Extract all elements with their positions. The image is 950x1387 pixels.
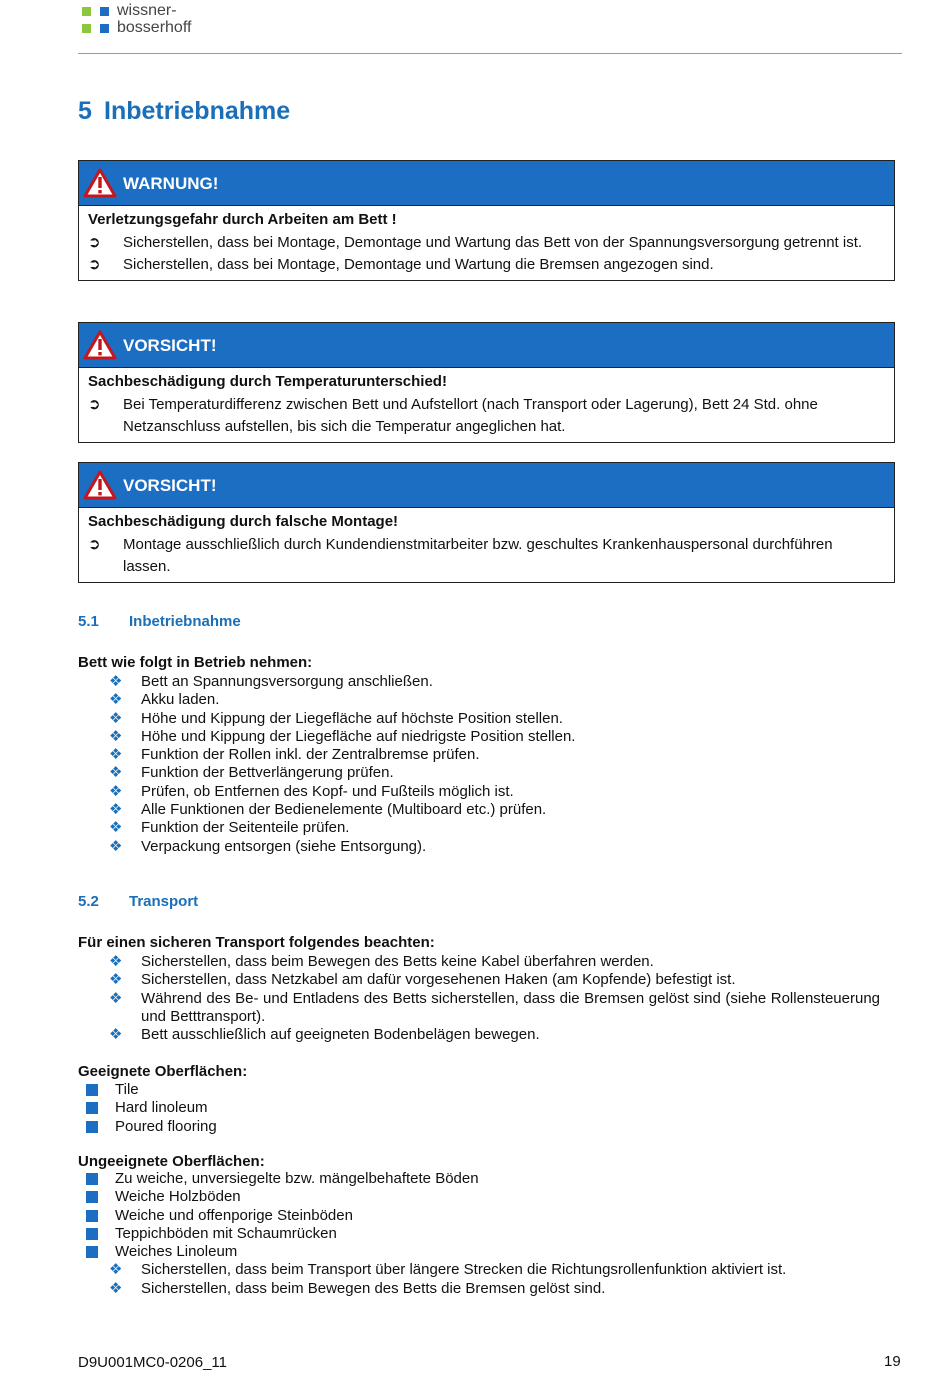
arrow-bullet-icon: ➲ xyxy=(88,535,101,553)
list-item xyxy=(78,838,880,856)
diamond-bullet-icon: ❖ xyxy=(109,801,123,819)
list-item-text: Funktion der Rollen inkl. der Zentralbremse prüfen. xyxy=(141,746,480,764)
list-item xyxy=(78,819,880,837)
square-bullet-icon xyxy=(86,1228,98,1240)
list-item-text: Sicherstellen, dass beim Bewegen des Betts die Bremsen gelöst sind. xyxy=(141,1279,606,1297)
list-item-text: Weiche und offenporige Steinböden xyxy=(115,1206,353,1224)
caution-box xyxy=(78,322,895,443)
list-item xyxy=(78,1261,880,1279)
list-item-text: Höhe und Kippung der Liegefläche auf höchste Position stellen. xyxy=(141,709,563,727)
list-item xyxy=(78,1280,880,1298)
list-item-text: Hard linoleum xyxy=(115,1099,208,1117)
caution-subtitle: Sachbeschädigung durch Temperaturunterschied! xyxy=(88,373,447,390)
section-heading-5-1 xyxy=(78,613,241,630)
transport-notes-list xyxy=(78,953,880,1044)
section-lead: Bett wie folgt in Betrieb nehmen: xyxy=(78,654,313,671)
list-item xyxy=(78,1099,880,1117)
arrow-bullet-icon: ➲ xyxy=(88,233,101,251)
list-item-text: Teppichböden mit Schaumrücken xyxy=(115,1224,337,1242)
chapter-title: Inbetriebnahme xyxy=(104,97,291,125)
list-item xyxy=(78,746,880,764)
warning-item xyxy=(88,254,884,277)
warning-title: WARNUNG! xyxy=(123,174,219,193)
company-logo xyxy=(80,1,280,37)
section-lead: Für einen sicheren Transport folgendes beachten: xyxy=(78,934,435,951)
chapter-heading xyxy=(78,97,290,126)
list-item-text: Sicherstellen, dass beim Bewegen des Betts keine Kabel überfahren werden. xyxy=(141,953,654,970)
list-item-text: Während des Be- und Entladens des Betts sicherstellen, dass die Bremsen gelöst sind (siehe Rollensteuerung und Betttransport). xyxy=(141,989,880,1025)
list-item-text: Tile xyxy=(115,1081,139,1098)
list-item-text: Zu weiche, unversiegelte bzw. mängelbehaftete Böden xyxy=(115,1170,479,1187)
section-number: 5.2 xyxy=(78,893,99,910)
logo-square-blue xyxy=(100,24,109,33)
list-item-text: Sicherstellen, dass beim Transport über längere Strecken die Richtungsrollenfunktion aktiviert ist. xyxy=(141,1261,787,1279)
list-item-text: Verpackung entsorgen (siehe Entsorgung). xyxy=(141,837,427,855)
unsuitable-surfaces-lead: Ungeeignete Oberflächen: xyxy=(78,1153,265,1170)
caution-box xyxy=(78,462,895,583)
section-title: Inbetriebnahme xyxy=(129,613,241,630)
caution-body xyxy=(79,368,894,442)
square-bullet-icon xyxy=(86,1191,98,1203)
warning-body xyxy=(79,206,894,280)
list-item-text: Poured flooring xyxy=(115,1117,217,1135)
arrow-bullet-icon: ➲ xyxy=(88,256,101,273)
square-bullet-icon xyxy=(86,1173,98,1185)
page-number: 19 xyxy=(884,1353,901,1370)
diamond-bullet-icon: ❖ xyxy=(109,1261,123,1279)
list-item xyxy=(78,1225,880,1243)
list-item xyxy=(78,673,880,691)
list-item xyxy=(78,764,880,782)
logo-square-blue xyxy=(100,7,109,16)
square-bullet-icon xyxy=(86,1246,98,1258)
suitable-surfaces-list xyxy=(78,1081,880,1136)
section-title: Transport xyxy=(129,893,199,910)
caution-item xyxy=(88,394,884,439)
list-item-text: Akku laden. xyxy=(141,691,220,709)
list-item xyxy=(78,1170,880,1188)
diamond-bullet-icon: ❖ xyxy=(109,971,123,989)
caution-header xyxy=(79,323,894,368)
list-item-text: Alle Funktionen der Bedienelemente (Multiboard etc.) prüfen. xyxy=(141,801,547,819)
warning-header xyxy=(79,161,894,206)
warning-item xyxy=(88,232,884,255)
list-item xyxy=(78,728,880,746)
list-item xyxy=(78,990,880,1027)
list-item xyxy=(78,1207,880,1225)
square-bullet-icon xyxy=(86,1121,98,1133)
caution-item-text: Bei Temperaturdifferenz zwischen Bett und Aufstellort (nach Transport oder Lagerung), Bett 24 Std. ohne Netzanschluss aufstellen, bis sich die Temperatur angeglichen hat. xyxy=(123,395,818,435)
arrow-bullet-icon: ➲ xyxy=(88,395,101,413)
caution-subtitle: Sachbeschädigung durch falsche Montage! xyxy=(88,513,399,530)
diamond-bullet-icon: ❖ xyxy=(109,782,123,800)
diamond-bullet-icon: ❖ xyxy=(109,764,123,782)
square-bullet-icon xyxy=(86,1084,98,1096)
diamond-bullet-icon: ❖ xyxy=(109,709,123,727)
diamond-bullet-icon: ❖ xyxy=(109,819,123,837)
list-item xyxy=(78,1118,880,1136)
square-bullet-icon xyxy=(86,1210,98,1222)
list-item xyxy=(78,953,880,971)
list-item xyxy=(78,710,880,728)
warning-triangle-icon xyxy=(83,168,117,198)
chapter-number: 5 xyxy=(78,97,92,125)
list-item xyxy=(78,1081,880,1099)
caution-title: VORSICHT! xyxy=(123,336,217,355)
warning-item-text: Sicherstellen, dass bei Montage, Demontage und Wartung die Bremsen angezogen sind. xyxy=(123,256,714,273)
logo-text-line1: wissner- xyxy=(117,2,177,19)
caution-title: VORSICHT! xyxy=(123,476,217,495)
header-divider xyxy=(78,53,902,54)
list-item xyxy=(78,971,880,989)
list-item-text: Funktion der Seitenteile prüfen. xyxy=(141,819,350,837)
warning-box xyxy=(78,160,895,281)
list-item xyxy=(78,691,880,709)
list-item-text: Sicherstellen, dass Netzkabel am dafür vorgesehenen Haken (am Kopfende) befestigt ist. xyxy=(141,971,736,989)
list-item xyxy=(78,783,880,801)
list-item-text: Weiches Linoleum xyxy=(115,1243,238,1261)
list-item-text: Weiche Holzböden xyxy=(115,1188,241,1206)
diamond-bullet-icon: ❖ xyxy=(109,727,123,745)
list-item xyxy=(78,1026,880,1044)
diamond-bullet-icon: ❖ xyxy=(109,989,123,1007)
suitable-surfaces-lead: Geeignete Oberflächen: xyxy=(78,1063,248,1080)
square-bullet-icon xyxy=(86,1102,98,1114)
list-item-text: Prüfen, ob Entfernen des Kopf- und Fußteils möglich ist. xyxy=(141,782,514,800)
diamond-bullet-icon: ❖ xyxy=(109,746,123,764)
diamond-bullet-icon: ❖ xyxy=(109,837,123,855)
list-item-text: Bett ausschließlich auf geeigneten Bodenbelägen bewegen. xyxy=(141,1026,540,1044)
diamond-bullet-icon: ❖ xyxy=(109,1026,123,1044)
diamond-bullet-icon: ❖ xyxy=(109,673,123,690)
section-heading-5-2 xyxy=(78,893,198,910)
diamond-bullet-icon: ❖ xyxy=(109,691,123,709)
warning-subtitle: Verletzungsgefahr durch Arbeiten am Bett ! xyxy=(88,211,397,228)
list-item-text: Bett an Spannungsversorgung anschließen. xyxy=(141,673,433,690)
list-item xyxy=(78,1188,880,1206)
commissioning-steps-list xyxy=(78,673,880,856)
warning-triangle-icon xyxy=(83,330,117,360)
caution-header xyxy=(79,463,894,508)
document-id: D9U001MC0-0206_11 xyxy=(78,1354,227,1371)
list-item-text: Höhe und Kippung der Liegefläche auf niedrigste Position stellen. xyxy=(141,727,576,745)
logo-square-green xyxy=(82,24,91,33)
diamond-bullet-icon: ❖ xyxy=(109,953,123,970)
caution-item-text: Montage ausschließlich durch Kundendienstmitarbeiter bzw. geschultes Krankenhauspersonal durchführen lassen. xyxy=(123,535,833,575)
list-item-text: Funktion der Bettverlängerung prüfen. xyxy=(141,764,394,782)
diamond-bullet-icon: ❖ xyxy=(109,1279,123,1297)
logo-text-line2: bosserhoff xyxy=(117,19,192,36)
warning-item-text: Sicherstellen, dass bei Montage, Demontage und Wartung das Bett von der Spannungsversorgung getrennt ist. xyxy=(123,233,863,251)
caution-body xyxy=(79,508,894,582)
list-item xyxy=(78,801,880,819)
unsuitable-surfaces-list xyxy=(78,1170,880,1298)
warning-triangle-icon xyxy=(83,470,117,500)
caution-item xyxy=(88,534,884,579)
logo-square-green xyxy=(82,7,91,16)
list-item xyxy=(78,1243,880,1261)
section-number: 5.1 xyxy=(78,613,99,630)
